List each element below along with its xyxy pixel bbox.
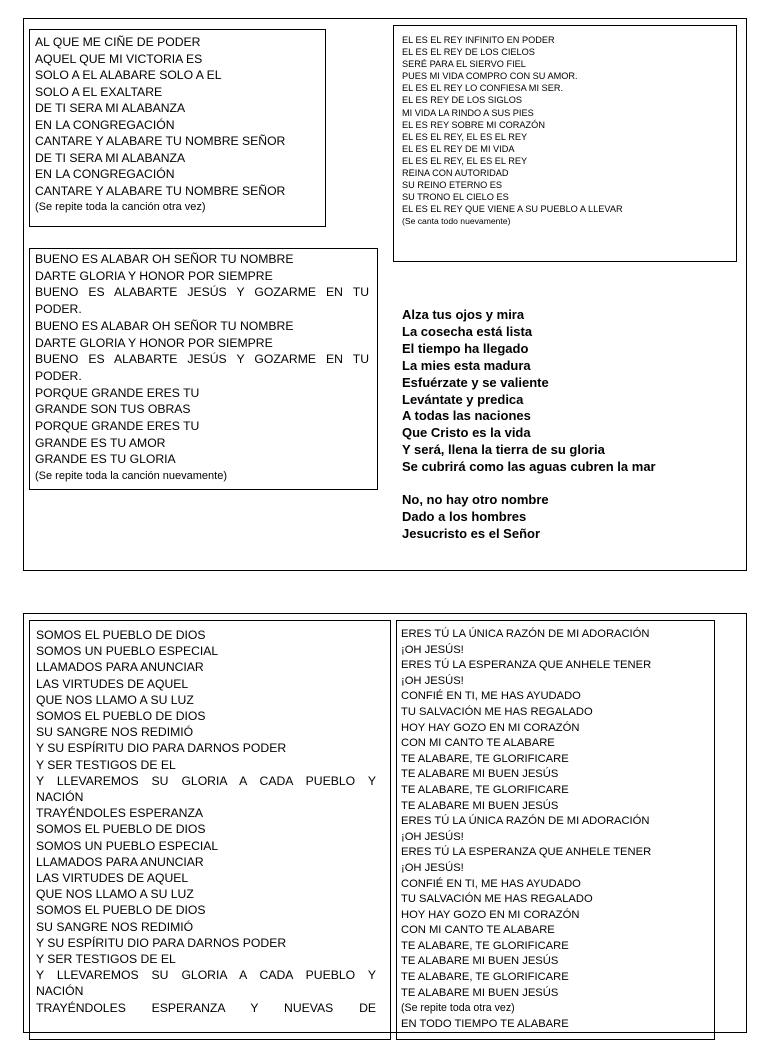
lyric-line: Y será, llena la tierra de su gloria bbox=[402, 442, 605, 458]
lyric-line: TU SALVACIÓN ME HAS REGALADO bbox=[401, 893, 593, 906]
song-lyrics-rey bbox=[402, 34, 736, 215]
lyric-line: CANTARE Y ALABARE TU NOMBRE SEÑOR bbox=[35, 183, 286, 198]
lyric-line: SU TRONO EL CIELO ES bbox=[402, 192, 509, 203]
lyric-line: DARTE GLORIA Y HONOR POR SIEMPRE bbox=[35, 268, 273, 283]
lyric-line: BUENO ES ALABAR OH SEÑOR TU NOMBRE bbox=[35, 318, 294, 333]
lyric-line: ERES TÚ LA ÚNICA RAZÓN DE MI ADORACIÓN bbox=[401, 628, 650, 640]
lyric-line: BUENO ES ALABARTE JESÚS Y GOZARME EN TU bbox=[35, 352, 369, 367]
lyric-line: TU SALVACIÓN ME HAS REGALADO bbox=[401, 705, 593, 718]
lyric-line: EL ES EL REY DE MI VIDA bbox=[402, 143, 515, 154]
song-box-rey bbox=[393, 25, 737, 262]
lyric-line: BUENO ES ALABARTE JESÚS Y GOZARME EN TU bbox=[35, 285, 369, 300]
lyric-line: SOMOS UN PUEBLO ESPECIAL bbox=[36, 838, 219, 853]
lyric-line: Y SU ESPÍRITU DIO PARA DARNOS PODER bbox=[36, 935, 287, 950]
lyric-line: ¡OH JESÚS! bbox=[401, 830, 464, 843]
lyric-line: CON MI CANTO TE ALABARE bbox=[401, 924, 555, 937]
song-box-cinie bbox=[29, 29, 326, 227]
lyric-line: REINA CON AUTORIDAD bbox=[402, 168, 509, 179]
lyric-line: Que Cristo es la vida bbox=[402, 425, 531, 441]
lyric-line: CANTARE Y ALABARE TU NOMBRE SEÑOR bbox=[35, 134, 286, 148]
lyric-line: La cosecha está lista bbox=[402, 323, 533, 339]
lyric-line: Se cubrirá como las aguas cubren la mar bbox=[402, 459, 656, 475]
song-box-razon bbox=[396, 620, 715, 1040]
lyric-line: ERES TÚ LA ÚNICA RAZÓN DE MI ADORACIÓN bbox=[401, 815, 650, 828]
lyric-line: SOMOS EL PUEBLO DE DIOS bbox=[36, 903, 206, 918]
song-box-alza bbox=[402, 307, 702, 547]
lyric-line: SOMOS EL PUEBLO DE DIOS bbox=[36, 709, 206, 724]
lyric-line: LAS VIRTUDES DE AQUEL bbox=[36, 676, 189, 691]
lyric-line: QUE NOS LLAMO A SU LUZ bbox=[36, 692, 194, 707]
lyric-line: Y SER TESTIGOS DE EL bbox=[36, 757, 176, 772]
lyric-line: GRANDE SON TUS OBRAS bbox=[35, 402, 191, 417]
lyric-line: EL ES REY SOBRE MI CORAZÓN bbox=[402, 119, 545, 130]
lyric-line: NACIÓN bbox=[36, 790, 84, 805]
lyric-line: LAS VIRTUDES DE AQUEL bbox=[36, 871, 189, 886]
lyric-line: HOY HAY GOZO EN MI CORAZÓN bbox=[401, 908, 580, 921]
lyric-line: PORQUE GRANDE ERES TU bbox=[35, 385, 200, 400]
song-lyrics-pueblo bbox=[36, 627, 376, 1016]
lyric-line: Y LLEVAREMOS SU GLORIA A CADA PUEBLO Y bbox=[36, 968, 376, 983]
song-chorus-alza bbox=[402, 492, 702, 543]
lyric-line: EL ES EL REY QUE VIENE A SU PUEBLO A LLEVAR bbox=[402, 204, 623, 215]
lyric-line: MI VIDA LA RINDO A SUS PIES bbox=[402, 107, 534, 118]
lyric-line: Alza tus ojos y mira bbox=[402, 307, 525, 322]
lyric-line: TE ALABARE MI BUEN JESÚS bbox=[401, 955, 559, 968]
lyric-line: CONFIÉ EN TI, ME HAS AYUDADO bbox=[401, 690, 581, 703]
lyric-line: EL ES EL REY DE LOS CIELOS bbox=[402, 47, 535, 58]
lyric-line: GRANDE ES TU GLORIA bbox=[35, 452, 176, 467]
lyric-line: SOLO A EL ALABARE SOLO A EL bbox=[35, 68, 222, 82]
lyric-line: Jesucristo es el Señor bbox=[402, 525, 541, 541]
lyric-line: PODER. bbox=[35, 302, 82, 317]
lyric-line: TRAYÉNDOLES ESPERANZA Y NUEVAS DE bbox=[36, 1000, 376, 1015]
lyric-line: SERÉ PARA EL SIERVO FIEL bbox=[402, 59, 526, 70]
lyric-line: TE ALABARE, TE GLORIFICARE bbox=[401, 783, 569, 796]
lyric-line: AL QUE ME CIÑE DE PODER bbox=[35, 35, 201, 49]
lyric-line: PORQUE GRANDE ERES TU bbox=[35, 419, 200, 434]
lyric-line: CON MI CANTO TE ALABARE bbox=[401, 737, 555, 750]
lyric-line: TE ALABARE, TE GLORIFICARE bbox=[401, 752, 569, 765]
lyric-line: DE TI SERA MI ALABANZA bbox=[35, 101, 186, 115]
lyric-line: TE ALABARE, TE GLORIFICARE bbox=[401, 971, 569, 984]
lyric-line: CONFIÉ EN TI, ME HAS AYUDADO bbox=[401, 877, 581, 890]
lyric-line: La mies esta madura bbox=[402, 357, 531, 373]
lyric-line: Y SU ESPÍRITU DIO PARA DARNOS PODER bbox=[36, 741, 287, 756]
lyric-line: Y LLEVAREMOS SU GLORIA A CADA PUEBLO Y bbox=[36, 773, 376, 788]
lyric-line: TRAYÉNDOLES ESPERANZA bbox=[36, 806, 204, 821]
repeat-note: (Se repite toda otra vez) bbox=[401, 1002, 515, 1015]
song-box-pueblo bbox=[29, 620, 391, 1040]
lyric-line: LLAMADOS PARA ANUNCIAR bbox=[36, 854, 204, 869]
lyric-line: ERES TÚ LA ESPERANZA QUE ANHELE TENER bbox=[401, 659, 652, 672]
lyric-line: GRANDE ES TU AMOR bbox=[35, 435, 166, 450]
lyric-line: ERES TÚ LA ESPERANZA QUE ANHELE TENER bbox=[401, 846, 652, 859]
lyric-line: QUE NOS LLAMO A SU LUZ bbox=[36, 887, 194, 902]
lyric-line: DARTE GLORIA Y HONOR POR SIEMPRE bbox=[35, 335, 273, 350]
lyric-line: TE ALABARE, TE GLORIFICARE bbox=[401, 939, 569, 952]
lyric-line: Y SER TESTIGOS DE EL bbox=[36, 952, 176, 967]
repeat-note: (Se repite toda la canción otra vez) bbox=[35, 201, 206, 213]
lyric-line: AQUEL QUE MI VICTORIA ES bbox=[35, 51, 203, 66]
lyric-line: ¡OH JESÚS! bbox=[401, 861, 464, 874]
lyric-line: DE TI SERA MI ALABANZA bbox=[35, 150, 186, 165]
lyric-line: Levántate y predica bbox=[402, 391, 524, 407]
lyric-line: No, no hay otro nombre bbox=[402, 492, 549, 508]
lyric-line: TE ALABARE MI BUEN JESÚS bbox=[401, 986, 559, 999]
lyric-line: A todas las naciones bbox=[402, 408, 531, 424]
lyric-line: NACIÓN bbox=[36, 984, 84, 999]
lyric-line: El tiempo ha llegado bbox=[402, 340, 529, 356]
lyric-line: EL ES EL REY, EL ES EL REY bbox=[402, 155, 528, 166]
repeat-note: (Se canta todo nuevamente) bbox=[402, 216, 511, 227]
lyric-line: TE ALABARE MI BUEN JESÚS bbox=[401, 799, 559, 812]
lyric-line: EL ES EL REY LO CONFIESA MI SER. bbox=[402, 83, 564, 94]
lyric-line: ¡OH JESÚS! bbox=[401, 643, 464, 656]
lyric-line: LLAMADOS PARA ANUNCIAR bbox=[36, 660, 204, 675]
lyric-line: EL ES EL REY INFINITO EN PODER bbox=[402, 35, 555, 45]
lyric-line: EN LA CONGREGACIÓN bbox=[35, 167, 175, 181]
song-lyrics-alza bbox=[402, 307, 702, 476]
lyric-line: EN TODO TIEMPO TE ALABARE bbox=[401, 1017, 569, 1030]
lyric-line: SU SANGRE NOS REDIMIÓ bbox=[36, 919, 194, 934]
song-lyrics-bueno bbox=[35, 251, 369, 468]
lyric-line: HOY HAY GOZO EN MI CORAZÓN bbox=[401, 721, 580, 734]
lyric-line: SU REINO ETERNO ES bbox=[402, 180, 503, 191]
lyric-line: ¡OH JESÚS! bbox=[401, 674, 464, 687]
lyric-line: SU SANGRE NOS REDIMIÓ bbox=[36, 725, 194, 740]
lyric-line: EL ES REY DE LOS SIGLOS bbox=[402, 95, 522, 106]
lyric-line: SOMOS UN PUEBLO ESPECIAL bbox=[36, 644, 219, 659]
lyric-line: SOMOS EL PUEBLO DE DIOS bbox=[36, 822, 206, 837]
song-lyrics-razon bbox=[401, 627, 714, 1001]
lyric-line: Dado a los hombres bbox=[402, 508, 527, 524]
lyric-line: SOMOS EL PUEBLO DE DIOS bbox=[36, 628, 206, 642]
lyric-line: PUES MI VIDA COMPRO CON SU AMOR. bbox=[402, 71, 578, 82]
song-lyrics-cinie bbox=[35, 34, 325, 199]
lyric-line: SOLO A EL EXALTARE bbox=[35, 84, 163, 99]
repeat-note: (Se repite toda la canción nuevamente) bbox=[35, 470, 228, 483]
lyric-line: EN LA CONGREGACIÓN bbox=[35, 117, 175, 132]
lyric-line: Esfuérzate y se valiente bbox=[402, 374, 549, 390]
lyric-line: PODER. bbox=[35, 368, 82, 383]
lyric-line: TE ALABARE MI BUEN JESÚS bbox=[401, 768, 559, 781]
lyric-line: EL ES EL REY, EL ES EL REY bbox=[402, 131, 528, 142]
song-box-bueno bbox=[29, 248, 378, 490]
lyric-line: BUENO ES ALABAR OH SEÑOR TU NOMBRE bbox=[35, 252, 294, 266]
